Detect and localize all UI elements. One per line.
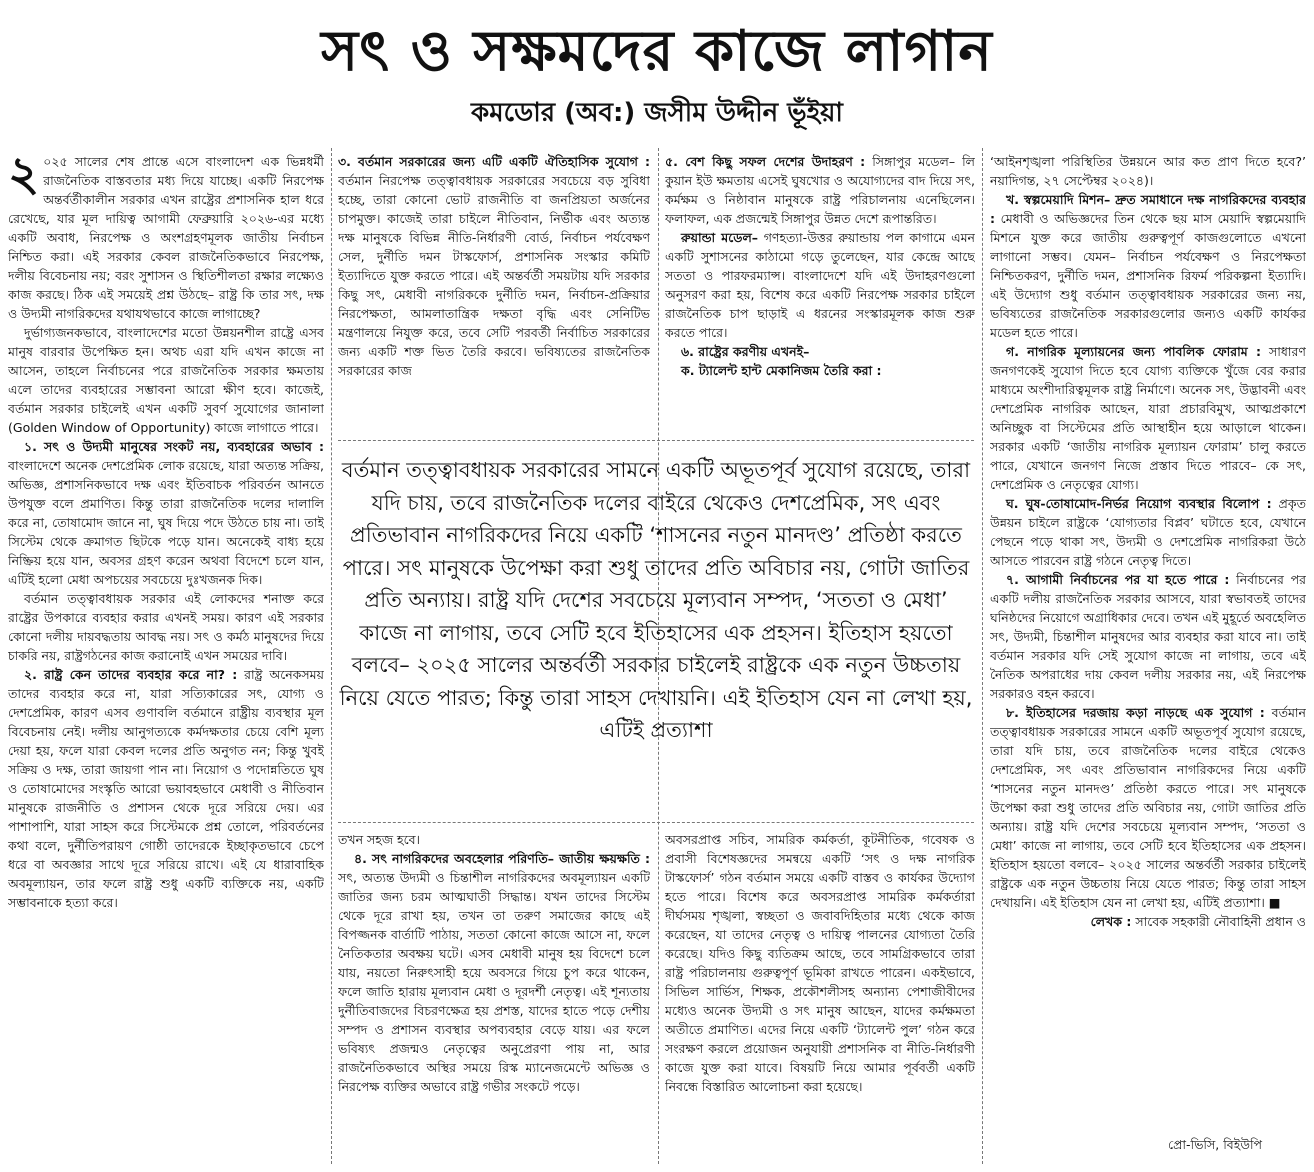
section-gha: ঘ. ঘুষ-তোষামোদ-নির্ভর নিয়োগ ব্যবস্থার বিলোপ : প্রকৃত উন্নয়ন চাইলে রাষ্ট্রকে ‘যোগ্যতার বিপ্লব’ ঘটাতে হবে, যেখানে পেছনে পড়ে থাকা সৎ, উদ্যমী ও দেশপ্রেমিক নাগরিকরা উঠে আসতে পারবেন রাষ্ট্র গঠনে নেতৃত্ব দিতে। (990, 496, 1306, 568)
section-ga: গ. নাগরিক মূল্যায়নের জন্য পাবলিক ফোরাম : সাধারণ জনগণকেই সুযোগ দিতে হবে যোগ্য ব্যক্তিকে খুঁজে বের করার মাধ্যমে অংশীদারিত্বমূলক রাষ্ট্র নির্মাণে। অনেক সৎ, উদ্ভাবনী এবং দেশপ্রেমিক নাগরিক আছেন, যারা প্রচারবিমুখ, আত্মপ্রকাশে অনিচ্ছুক বা সিস্টেমের প্রতি আস্থাহীন হয়ে আড়ালে থাকেন। সরকার একটি ‘জাতীয় নাগরিক মূল্যায়ন ফোরাম’ চালু করতে পারে, যেখানে জনগণ নিজে প্রস্তাব দিতে পারবে– কে সৎ, দেশপ্রেমিক ও নেতৃত্বের যোগ্য। (990, 344, 1306, 492)
headline: সৎ ও সক্ষমদের কাজে লাগান (321, 19, 993, 84)
section-heading: ৫. বেশ কিছু সফল দেশের উদাহরণ : (665, 154, 866, 169)
paragraph: দুর্ভাগ্যজনকভাবে, বাংলাদেশের মতো উন্নয়নশীল রাষ্ট্রে এসব মানুষ বারবার উপেক্ষিত হন। অথচ এরা যদি এখন কাজে না আসেন, তাহলে নির্বাচনের পরে রাজনৈতিক সরকার ক্ষমতায় এলে তাদের ব্যবহারের সম্ভাবনা আরো ক্ষীণ হবে। কাজেই, বর্তমান সরকার চাইলেই এখন একটি সুবর্ণ সুযোগের জানালা (Golden Window of Opportunity) কাজে লাগাতে পারে। (8, 325, 324, 435)
paragraph: অবসরপ্রাপ্ত সচিব, সামরিক কর্মকর্তা, কূটনীতিক, গবেষক ও প্রবাসী বিশেষজ্ঞদের সমন্বয়ে একটি ‘সৎ ও দক্ষ নাগরিক টাস্কফোর্স’ গঠন বর্তমান সময়ে একটি বাস্তব ও কার্যকর উদ্যোগ হতে পারে। বিশেষ করে অবসরপ্রাপ্ত সামরিক কর্মকর্তারা দীর্ঘসময় শৃঙ্খলা, স্বচ্ছতা ও জবাবদিহিতার মধ্যে থেকে কাজ করেছেন, যা তাদের নেতৃত্ব ও দায়িত্ব পালনের যোগ্যতা তৈরি করেছে। যদিও কিছু ব্যতিক্রম আছে, তবে সামগ্রিকভাবে তারা রাষ্ট্র পরিচালনায় গুরুত্বপূর্ণ ভূমিকা রাখতে পারেন। একইভাবে, সিভিল সার্ভিস, শিক্ষক, প্রকৌশলীসহ অন্যান্য পেশাজীবীদের মধ্যেও অনেক উদ্যমী ও সৎ মানুষ আছেন, যাদের কর্মক্ষমতা অতীতে প্রমাণিত। এদের নিয়ে একটি ‘ট্যালেন্ট পুল’ গঠন করে সংরক্ষণ করলে প্রয়োজন অনুযায়ী প্রশাসনিক বা নীতি-নির্ধারণী কাজে যুক্ত করা যাবে। বিষয়টি নিয়ে আমার পূর্ববর্তী একটি নিবন্ধে বিস্তারিত আলোচনা করা হয়েছে। (665, 832, 975, 1094)
section-kha: খ. স্বল্পমেয়াদি মিশন– দ্রুত সমাধানে দক্ষ নাগরিকদের ব্যবহার : মেধাবী ও অভিজ্ঞদের তিন থেকে ছয় মাস মেয়াদি স্বল্পমেয়াদি মিশনে যুক্ত করে জাতীয় গুরুত্বপূর্ণ কাজগুলোতে এখনো লাগানো সম্ভব। যেমন– নির্বাচন পর্যবেক্ষণ ও নিরপেক্ষতা নিশ্চিতকরণ, দুর্নীতি দমন, প্রশাসনিক রিফর্ম পরিকল্পনা ইত্যাদি। এই উদ্যোগ শুধু বর্তমান তত্ত্বাবধায়ক সরকারের জন্য নয়, ভবিষ্যতের রাজনৈতিক সরকারগুলোর জন্যও একটি কার্যকর মডেল হতে পারে। (990, 192, 1306, 340)
section-heading: ৬. রাষ্ট্রের করণীয় এখনই– (681, 344, 810, 359)
section-heading: ৩. বর্তমান সরকারের জন্য এটি একটি ঐতিহাসিক সুযোগ : (338, 154, 650, 169)
section-heading: ১. সৎ ও উদ্যমী মানুষের সংকট নয়, ব্যবহারের অভাব : (24, 439, 324, 454)
subsection-heading: খ. স্বল্পমেয়াদি মিশন– দ্রুত সমাধানে দক্ষ নাগরিকদের ব্যবহার : (990, 192, 1306, 226)
section-2: ২. রাষ্ট্র কেন তাদের ব্যবহার করে না? : রাষ্ট্র অনেকসময় তাদের ব্যবহার করে না, যারা সত্যিকারের সৎ, যোগ্য ও দেশপ্রেমিক, কারণ এসব গুণাবলি বর্তমানে রাষ্ট্রীয় ব্যবস্থার মূল বিবেচনায় নেই। দলীয় আনুগত্যকে কর্মদক্ষতার চেয়ে বেশি মূল্য দেয়া হয়, ফলে যারা কেবল দলের প্রতি অনুগত নন; কিন্তু খুবই সক্রিয় ও দক্ষ, তারা জায়গা পান না। নিয়োগ ও পদোন্নতিতে ঘুষ ও তোষামোদের সংস্কৃতি আরো ভয়াবহভাবে মেধাবী ও নীতিবান মানুষকে রাজনীতি ও প্রশাসন থেকে দূরে সরিয়ে দেয়। এর পাশাপাশি, যারা সাহস করে সিস্টেমকে প্রশ্ন তোলে, পরিবর্তনের কথা বলে, দুর্নীতিপরায়ণ গোষ্ঠী তাদেরকে ইচ্ছাকৃতভাবে চেপে ধরে বা অবজ্ঞার সাথে দূরে সরিয়ে রাখে। এই যে ধারাবাহিক অবমূল্যায়ন, তার ফলে রাষ্ট্র শুধু একটি ব্যক্তিকে নয়, একটি সম্ভাবনাকে হত্যা করে। (8, 667, 324, 910)
pull-quote: বর্তমান তত্ত্বাবধায়ক সরকারের সামনে একটি অভূতপূর্ব সুযোগ রয়েছে, তারা যদি চায়, তবে রাজনৈতিক দলের বাইরে থেকেও দেশপ্রেমিক, সৎ এবং প্রতিভাবান নাগরিকদের নিয়ে একটি ‘শাসনের নতুন মানদণ্ড’ প্রতিষ্ঠা করতে পারে। সৎ মানুষকে উপেক্ষা করা শুধু তাদের প্রতি অবিচার নয়, গোটা জাতির প্রতি অন্যায়। রাষ্ট্র যদি দেশের সবচেয়ে মূল্যবান সম্পদ, ‘সততা ও মেধা’ কাজে না লাগায়, তবে সেটি হবে ইতিহাসের এক প্রহসন। ইতিহাস হয়তো বলবে– ২০২৫ সালের অন্তর্বর্তী সরকার চাইলেই রাষ্ট্রকে এক নতুন উচ্চতায় নিয়ে যেতে পারত; কিন্তু তারা সাহস দেখায়নি। এই ইতিহাস যেন না লেখা হয়, এটিই প্রত্যাশা (339, 458, 973, 742)
column-3-bottom (665, 830, 975, 1168)
column-rule (982, 148, 983, 1164)
author-title: সাবেক সহকারী নৌবাহিনী প্রধান ও (1135, 914, 1306, 929)
subsection-heading: ক. ট্যালেন্ট হান্ট মেকানিজম তৈরি করা : (681, 363, 882, 378)
column-3-top (665, 152, 975, 434)
section-8: ৮. ইতিহাসের দরজায় কড়া নাড়ছে এক সুযোগ : বর্তমান তত্ত্বাবধায়ক সরকারের সামনে একটি অভূতপূর্ব সুযোগ রয়েছে, তারা যদি চায়, তবে রাজনৈতিক দলের বাইরে থেকেও দেশপ্রেমিক, সৎ এবং প্রতিভাবান নাগরিকদের নিয়ে একটি ‘শাসনের নতুন মানদণ্ড’ প্রতিষ্ঠা করতে পারে। সৎ মানুষকে উপেক্ষা করা শুধু তাদের প্রতি অবিচার নয়, গোটা জাতির প্রতি অন্যায়। রাষ্ট্র যদি দেশের সবচেয়ে মূল্যবান সম্পদ, ‘সততা ও মেধা’ কাজে না লাগায়, তবে সেটি হবে ইতিহাসের এক প্রহসন। ইতিহাস হয়তো বলবে– ২০২৫ সালের অন্তর্বর্তী সরকার চাইলেই রাষ্ট্রকে এক নতুন উচ্চতায় নিয়ে যেতে পারত; কিন্তু তারা সাহস দেখায়নি। এই ইতিহাস যেন না লেখা হয়, এটিই প্রত্যাশা। ■ (990, 705, 1306, 910)
pull-quote-rule-bottom (338, 822, 974, 823)
section-heading: ২. রাষ্ট্র কেন তাদের ব্যবহার করে না? : (24, 667, 238, 682)
paragraph: বর্তমান তত্ত্বাবধায়ক সরকার এই লোকদের শনাক্ত করে রাষ্ট্রের উপকারে ব্যবহার করার এখনই সময়। কারণ এই সরকার কোনো দলীয় দায়বদ্ধতায় আবদ্ধ নয়। সৎ ও কর্মঠ মানুষদের দিয়ে চাকরি নয়, রাষ্ট্রগঠনের কাজ করানোই এখন সময়ের দাবি। (8, 591, 324, 663)
section-4: ৪. সৎ নাগরিকদের অবহেলার পরিণতি– জাতীয় ক্ষয়ক্ষতি : সৎ, অত্যন্ত উদ্যমী ও চিন্তাশীল নাগরিকদের অবমূল্যায়ন একটি জাতির জন্য চরম আত্মঘাতী সিদ্ধান্ত। যখন তাদের সিস্টেম থেকে দূরে রাখা হয়, তখন তা তরুণ সমাজের কাছে এই বিপজ্জনক বার্তাটি পাঠায়, সততা কোনো কাজে আসে না, ফলে নৈতিকতার অবক্ষয় ঘটে। এসব মেধাবী মানুষ হয় বিদেশে চলে যায়, নয়তো নিরুৎসাহী হয়ে অবসরে গিয়ে চুপ করে থাকেন, ফলে জাতি হারায় মূল্যবান মেধা ও দূরদর্শী নেতৃত্ব। এই শূন্যতায় দুর্নীতিবাজদের বিচরণক্ষেত্র হয় প্রশস্ত, যাদের হাতে পড়ে দেশীয় সম্পদ ও প্রশাসন ব্যবস্থার অপব্যবহার বেড়ে যায়। এর ফলে ভবিষ্যৎ প্রজন্মও নেতৃত্বের অনুপ্রেরণা পায় না, আর রাজনৈতিকভাবে অস্থির সময়ে রিস্ক ম্যানেজমেন্টে অভিজ্ঞ ও নিরপেক্ষ ব্যক্তির অভাবে রাষ্ট্র গভীর সংকটে পড়ে। (338, 851, 650, 1094)
subsection-heading: গ. নাগরিক মূল্যায়নের জন্য পাবলিক ফোরাম : (1006, 344, 1262, 359)
column-1 (8, 152, 324, 1168)
subsection-heading: ঘ. ঘুষ-তোষামোদ-নির্ভর নিয়োগ ব্যবস্থার বিলোপ : (1006, 496, 1272, 511)
section-7: ৭. আগামী নির্বাচনের পর যা হতে পারে : নির্বাচনের পর একটি দলীয় রাজনৈতিক সরকার আসবে, যারা স্বভাবতই তাদের ঘনিষ্ঠদের নিয়োগে অগ্রাধিকার দেবে। তখন এই মুহূর্তে অবহেলিত সৎ, উদ্যমী, চিন্তাশীল মানুষদের আর ব্যবহার করা যাবে না। তাই বর্তমান সরকার যদি সেই সুযোগ কাজে না লাগায়, তবে এই নৈতিক অপরাধের দায় কেবল দলীয় সরকার নয়, এই নিরপেক্ষ সরকারও বহন করবে। (990, 572, 1306, 701)
citation: ‘আইনশৃঙ্খলা পরিস্থিতির উন্নয়নে আর কত প্রাণ দিতে হবে?’ নয়াদিগন্ত, ২৭ সেপ্টেম্বর ২০২৪)। (990, 154, 1306, 188)
rwanda-paragraph: রুয়ান্ডা মডেল– গণহত্যা-উত্তর রুয়ান্ডায় পল কাগামে এমন একটি সুশাসনের কাঠামো গড়ে তুলেছেন, যার কেন্দ্রে আছে সততা ও পারফরম্যান্স। বাংলাদেশে যদি এই উদাহরণগুলো অনুসরণ করা হয়, বিশেষ করে একটি নিরপেক্ষ সরকার চাইলে রাজনৈতিক চাপ ছাড়াই এ ধরনের সংস্কারমূলক কাজ শুরু করতে পারে। (665, 230, 975, 340)
section-heading: ৮. ইতিহাসের দরজায় কড়া নাড়ছে এক সুযোগ : (1006, 705, 1265, 720)
intro-paragraph: ২ ০২৫ সালের শেষ প্রান্তে এসে বাংলাদেশ এক ভিন্নধর্মী রাজনৈতিক বাস্তবতার মধ্য দিয়ে যাচ্ছে। একটি নিরপেক্ষ অন্তর্বর্তীকালীন সরকার এখন রাষ্ট্রের প্রশাসনিক হাল ধরে রেখেছে, যার মূল দায়িত্ব আগামী ফেব্রুয়ারি ২০২৬-এর মধ্যে একটি অবাধ, নিরপেক্ষ ও অংশগ্রহণমূলক জাতীয় নির্বাচন নিশ্চিত করা। এই সরকার কেবল রাজনৈতিকভাবে নিরপেক্ষ, দলীয় বিবেচনায় নয়; বরং সুশাসন ও স্থিতিশীলতা রক্ষার লক্ষ্যেও কাজ করছে। ঠিক এই সময়েই প্রশ্ন উঠছে– রাষ্ট্র কি তার সৎ, দক্ষ ও উদ্যমী নাগরিকদের যথাযথভাবে কাজে লাগাচ্ছে? (8, 152, 324, 321)
section-5: ৫. বেশ কিছু সফল দেশের উদাহরণ : সিঙ্গাপুর মডেল– লি কুয়ান ইউ ক্ষমতায় এসেই ঘুষখোর ও অযোগ্যদের বাদ দিয়ে সৎ, কর্মক্ষম ও নিষ্ঠাবান মানুষকে রাষ্ট্র পরিচালনায় এনেছিলেন। ফলাফল, এক প্রজন্মেই সিঙ্গাপুর উন্নত দেশে রূপান্তরিত। (665, 154, 975, 226)
section-3: ৩. বর্তমান সরকারের জন্য এটি একটি ঐতিহাসিক সুযোগ : বর্তমান নিরপেক্ষ তত্ত্বাবধায়ক সরকারের সবচেয়ে বড় সুবিধা হচ্ছে, তারা কোনো ভোট রাজনীতি বা জনপ্রিয়তা অর্জনের চাপমুক্ত। কাজেই তারা চাইলে নীতিবান, নির্ভীক এবং অত্যন্ত দক্ষ মানুষকে বিভিন্ন নীতি-নির্ধারণী বোর্ড, নির্বাচন পর্যবেক্ষণ সেল, দুর্নীতি দমন টাস্কফোর্স, প্রশাসনিক সংস্কার কমিটি ইত্যাদিতে যুক্ত করতে পারে। এই অন্তর্বর্তী সময়টায় যদি সরকার কিছু সৎ, মেধাবী নাগরিককে দুর্নীতি দমন, নির্বাচন-প্রক্রিয়ার নিরপেক্ষতা, আমলাতান্ত্রিক দক্ষতা বৃদ্ধি এবং সেনিটিভ মন্ত্রণালয়ে নিযুক্ত করে, তবে সেটি পরবর্তী নির্বাচিত সরকারের জন্য একটি শক্ত ভিত তৈরি করবে। ভবিষ্যতের রাজনৈতিক সরকারের কাজ (338, 154, 650, 378)
column-4 (990, 152, 1306, 1142)
pull-quote-rule-top (338, 440, 974, 441)
section-heading: ৭. আগামী নির্বাচনের পর যা হতে পারে : (1006, 572, 1230, 587)
column-2-bottom (338, 830, 650, 1168)
drop-cap: ২ (8, 152, 40, 202)
section-heading: ৪. সৎ নাগরিকদের অবহেলার পরিণতি– জাতীয় ক্ষয়ক্ষতি : (354, 851, 650, 866)
byline: কমডোর (অব:) জসীম উদ্দীন ভূঁইয়া (471, 98, 843, 128)
section-1: ১. সৎ ও উদ্যমী মানুষের সংকট নয়, ব্যবহারের অভাব : বাংলাদেশে অনেক দেশপ্রেমিক লোক রয়েছে, যারা অত্যন্ত সক্রিয়, অভিজ্ঞ, প্রশাসনিকভাবে দক্ষ এবং ইতিবাচক পরিবর্তন আনতে উপযুক্ত বলে প্রমাণিত। কিন্তু তারা রাজনৈতিক দলের দালালি করে না, তোষামোদ জানে না, ঘুষ দিয়ে পদে উঠতে চায় না। তাই সিস্টেম থেকে ক্রমাগত ছিটকে পড়ে যান। অনেকেই বাধ্য হয়ে নিষ্ক্রিয় হয়ে যান, অবসর গ্রহণ করেন অথবা বিদেশে চলে যান, এটিই হলো মেধা অপচয়ের সবচেয়ে দুঃখজনক দিক। (8, 439, 324, 587)
author-note (990, 912, 1306, 931)
column-2-top (338, 152, 650, 434)
author-label: লেখক : (1090, 914, 1132, 929)
continuation: তখন সহজ হবে। (338, 832, 421, 847)
column-rule (331, 148, 332, 1164)
author-title-continued: প্রো-ভিসি, বিইউপি (1168, 1137, 1263, 1152)
